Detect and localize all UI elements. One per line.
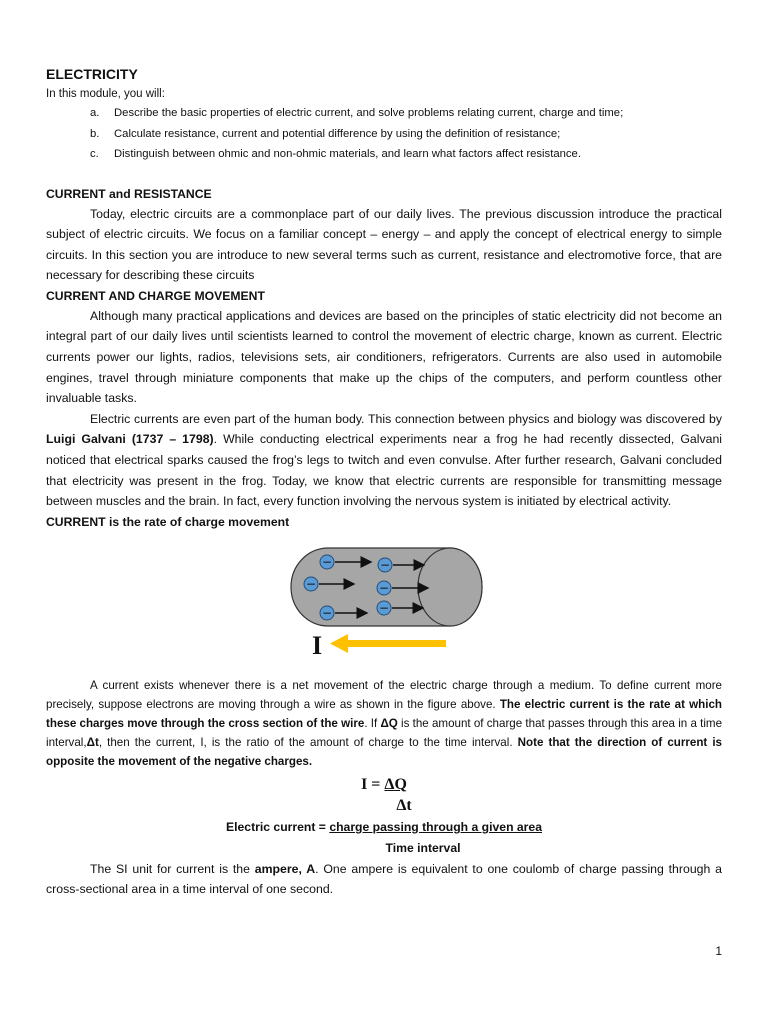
- svg-text:−: −: [305, 576, 317, 591]
- svg-text:−: −: [321, 605, 333, 620]
- paragraph-galvani: Electric currents are even part of the human body. This connection between physics and biology was discovered by Luigi Galvani (1737 – 1798). While conducting electrical experiments near a frog he had recently dissected, Galvani noticed that electrical sparks caused the frog’s legs to twitch and even convulse. After further research, Galvani concluded that electricity was present in the frog. Today, we know that electric currents are responsible for transmitting message between muscles and the brain. In fact, every function involving the nervous system is initiated by electrical activity.: [46, 411, 723, 509]
- document-title: ELECTRICITY: [46, 66, 138, 82]
- formula-numerator: ΔQ: [384, 775, 407, 793]
- section-heading-current-resistance: CURRENT and RESISTANCE: [46, 186, 212, 201]
- word-formula: Electric current = charge passing through a given area Time interval: [46, 817, 722, 859]
- svg-text:−: −: [378, 580, 390, 595]
- section-heading-charge-movement: CURRENT AND CHARGE MOVEMENT: [46, 288, 265, 303]
- svg-text:−: −: [379, 557, 391, 572]
- current-symbol-label: I: [312, 630, 323, 660]
- paragraph-charge-movement: Although many practical applications and devices are based on the principles of static electricity did not become an integral part of our daily lives until scientists learned to control the movement of electric charge, known as current. Electric currents power our lights, radios, televisions sets, air conditioners, refrigerators. Currents are also used in automobile engines, travel through miniature components that make up the chips of the computers, and perform countless other invaluable tasks.: [46, 308, 722, 406]
- intro-text: In this module, you will:: [46, 88, 165, 100]
- word-denominator: Time interval: [385, 840, 461, 855]
- formula-denominator: Δt: [396, 796, 412, 814]
- paragraph-current-resistance: Today, electric circuits are a commonplace part of our daily lives. The previous discussion introduce the practical subject of electric circuits. We focus on a familiar concept – energy – and apply the concept of electrical energy to simple circuits. In this section you are introduce to new several terms such as current, resistance and electromotive force, that are necessary for describing these circuits: [46, 206, 722, 283]
- wire-diagram: [46, 534, 722, 674]
- word-numerator: charge passing through a given area: [329, 819, 542, 834]
- paragraph-si-unit: The SI unit for current is the ampere, A. One ampere is equivalent to one coulomb of charge passing through a cross-sectional area in a time interval of one second.: [46, 861, 722, 897]
- page-number: 1: [715, 944, 722, 958]
- objectives-list: [46, 103, 722, 165]
- svg-text:−: −: [378, 600, 390, 615]
- galvani-name: Luigi Galvani (1737 – 1798): [46, 432, 214, 447]
- current-direction-arrow: [330, 634, 446, 653]
- section-heading-rate: CURRENT is the rate of charge movement: [46, 514, 290, 529]
- svg-text:−: −: [321, 554, 333, 569]
- paragraph-current-definition: A current exists whenever there is a net movement of the electric charge through a medium. To define current more precisely, suppose electrons are moving through a wire as shown in the figure above. The electric current is the rate at which these charges move through the cross section of the wire. If ΔQ is the amount of charge that passes through this area in a time interval,Δt, then the current, I, is the ratio of the amount of charge to the time interval. Note that the direction of current is opposite the movement of the negative charges.: [46, 678, 723, 768]
- objective-item: b. Calculate resistance, current and potential difference by using the definition of resistance;: [90, 127, 561, 140]
- current-figure: [46, 534, 722, 674]
- wire-cross-section: [418, 548, 482, 626]
- document-page: [46, 66, 722, 900]
- objective-item: a. Describe the basic properties of electric current, and solve problems relating current, charge and time;: [90, 107, 624, 119]
- objective-item: c. Distinguish between ohmic and non-ohmic materials, and learn what factors affect resistance.: [90, 148, 581, 160]
- current-formula: I = ΔQ Δt: [46, 774, 722, 816]
